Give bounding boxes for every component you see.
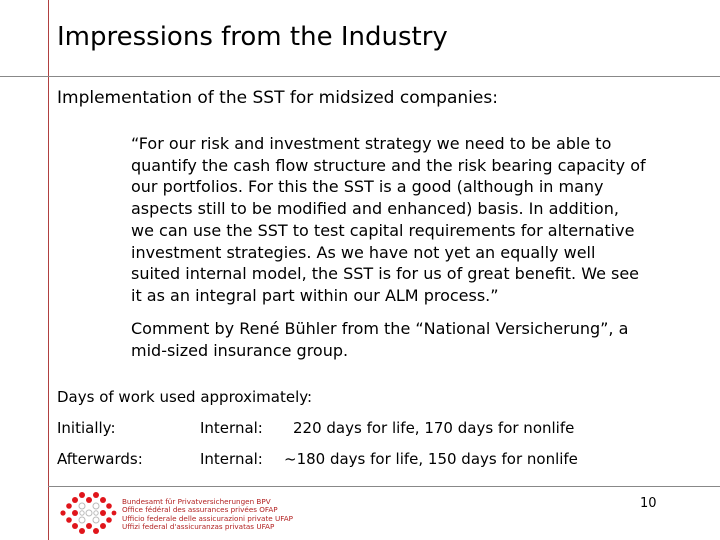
row-label: Initially:	[57, 419, 116, 437]
quote-line: we can use the SST to test capital requirements for alternative	[131, 220, 635, 240]
row-value: 220 days for life, 170 days for nonlife	[293, 419, 575, 437]
footer-divider	[48, 486, 720, 487]
quote-line: it as an integral part within our ALM process.”	[131, 285, 499, 305]
row-value: ~180 days for life, 150 days for nonlife	[284, 450, 578, 468]
quote-line: investment strategies. As we have not yet an equally well	[131, 242, 596, 262]
quote-line: “For our risk and investment strategy we need to be able to	[131, 134, 612, 153]
comment-line: Comment by René Bühler from the “National Versicherung”, a	[131, 319, 629, 338]
vertical-rule	[48, 0, 49, 540]
row-internal-label: Internal:	[200, 419, 263, 437]
agency-name-block	[122, 498, 293, 532]
comment-line: mid-sized insurance group.	[131, 341, 349, 360]
swiss-federal-logo-icon	[55, 490, 117, 536]
agency-name-line: Ufficio federale delle assicurazioni private UFAP	[122, 513, 293, 523]
row-label: Afterwards:	[57, 450, 143, 468]
quote-line: quantify the cash flow structure and the risk bearing capacity of	[131, 155, 646, 175]
quote-line: aspects still to be modified and enhanced) basis. In addition,	[131, 199, 619, 219]
agency-name-line: Office fédéral des assurances privées OFAP	[122, 505, 278, 515]
quote-block	[131, 133, 720, 307]
agency-name-line: Uffizi federal d'assicuranzas privatas UFAP	[122, 522, 275, 532]
row-internal-label: Internal:	[200, 450, 263, 468]
page-number: 10	[640, 496, 657, 511]
slide-title: Impressions from the Industry	[57, 22, 448, 52]
agency-name-line: Bundesamt für Privatversicherungen BPV	[122, 497, 271, 506]
title-divider	[0, 76, 720, 77]
quote-line: our portfolios. For this the SST is a good (although in many	[131, 177, 604, 197]
days-heading: Days of work used approximately:	[57, 388, 313, 406]
comment-block	[131, 318, 628, 362]
slide-subtitle: Implementation of the SST for midsized companies:	[57, 88, 498, 108]
quote-line: suited internal model, the SST is for us of great benefit. We see	[131, 264, 640, 284]
